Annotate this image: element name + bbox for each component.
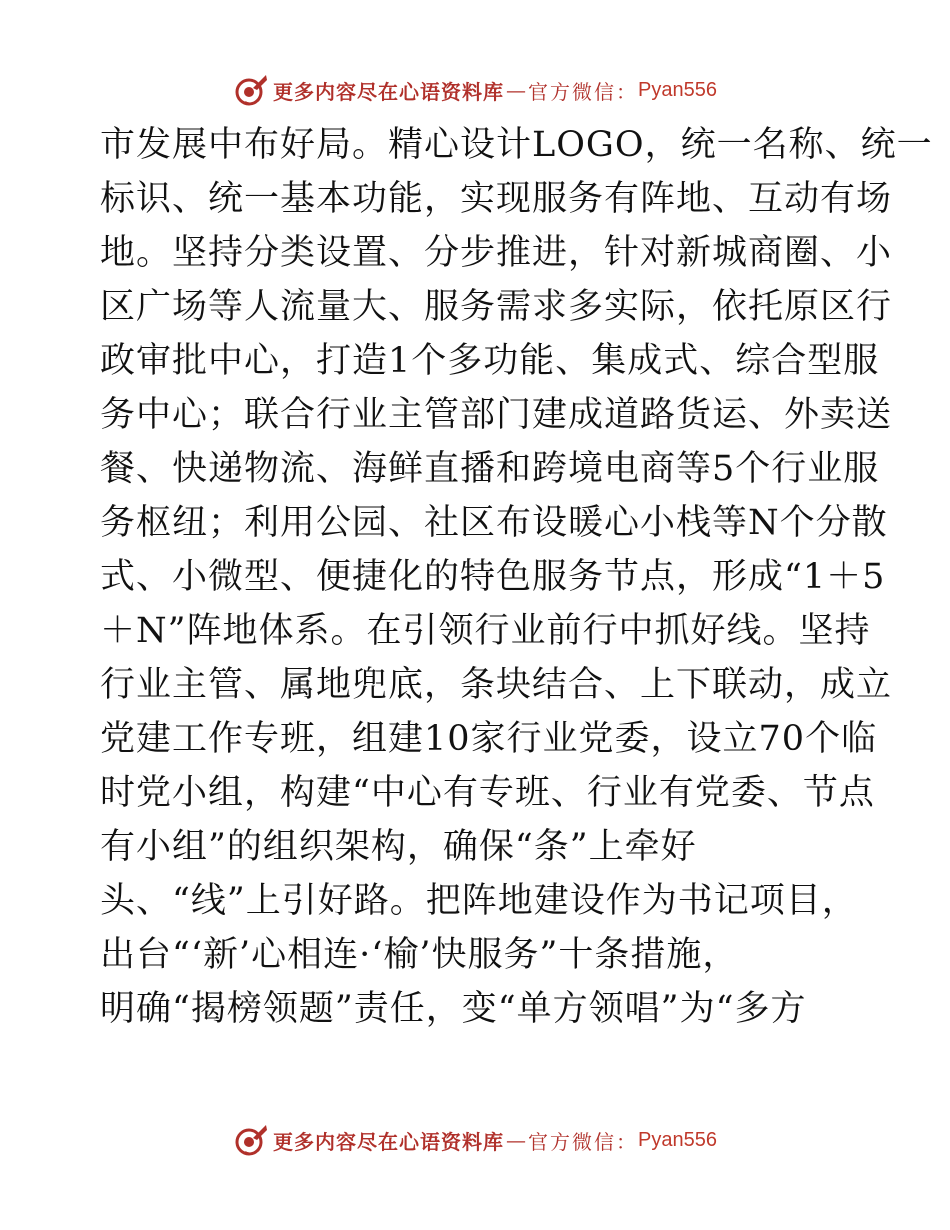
body-line: 式、小微型、便捷化的特色服务节点，形成“1＋5 (100, 557, 886, 597)
footer-wechat-label: 官方微信： (528, 1129, 639, 1154)
body-line: 务中心；联合行业主管部门建成道路货运、外卖送 (100, 395, 893, 435)
footer-watermark (0, 1120, 950, 1160)
body-line: 行业主管、属地兜底，条块结合、上下联动，成立 (100, 665, 893, 705)
header-site-text: 更多内容尽在心语资料库 (273, 79, 505, 104)
body-line: 市发展中布好局。精心设计LOGO，统一名称、统一 (100, 125, 933, 165)
body-line: 地。坚持分类设置、分步推进，针对新城商圈、小 (100, 233, 893, 273)
document-body (100, 118, 933, 1036)
header-watermark (0, 70, 950, 110)
body-line: 餐、快递物流、海鲜直播和跨境电商等5个行业服 (100, 449, 880, 489)
header-wechat-id: Pyan556 (638, 78, 717, 101)
body-line: ＋N”阵地体系。在引领行业前行中抓好线。坚持 (100, 611, 871, 651)
body-line: 出台“‘新’心相连·‘榆’快服务”十条措施， (100, 935, 739, 975)
footer-dash: — (506, 1128, 527, 1152)
body-line: 党建工作专班，组建10家行业党委，设立70个临 (100, 719, 878, 759)
body-line: 标识、统一基本功能，实现服务有阵地、互动有场 (100, 179, 893, 219)
brand-logo-icon (233, 72, 269, 108)
body-line: 头、“线”上引好路。把阵地建设作为书记项目， (100, 881, 858, 921)
brand-logo-icon (233, 1122, 269, 1158)
body-line: 有小组”的组织架构，确保“条”上牵好 (100, 827, 697, 867)
header-dash: — (506, 78, 527, 102)
body-line: 务枢纽；利用公园、社区布设暖心小栈等N个分散 (100, 503, 888, 543)
body-line: 政审批中心，打造1个多功能、集成式、综合型服 (100, 341, 880, 381)
footer-wechat-id: Pyan556 (638, 1128, 717, 1151)
body-line: 区广场等人流量大、服务需求多实际，依托原区行 (100, 287, 893, 327)
footer-site-text: 更多内容尽在心语资料库 (273, 1129, 505, 1154)
body-line: 时党小组，构建“中心有专班、行业有党委、节点 (100, 773, 875, 813)
body-line: 明确“揭榜领题”责任，变“单方领唱”为“多方 (100, 989, 807, 1029)
header-wechat-label: 官方微信： (528, 79, 639, 104)
